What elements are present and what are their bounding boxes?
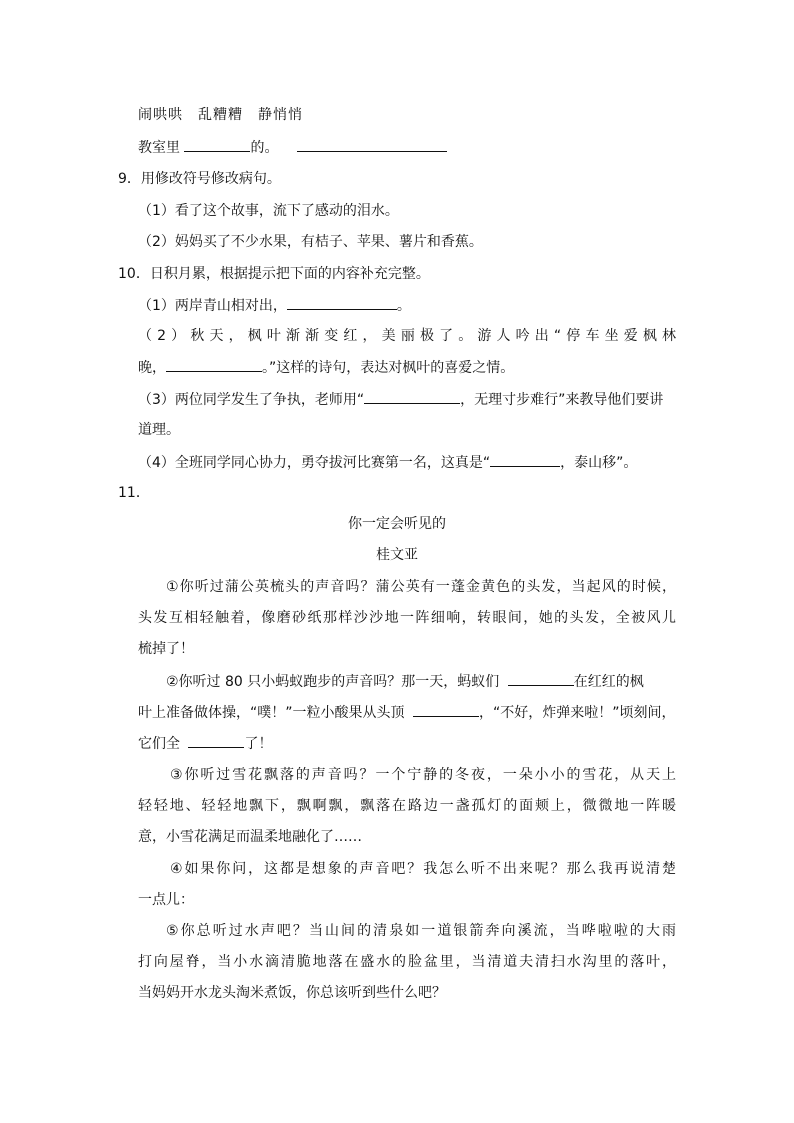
q10-item-4	[138, 452, 637, 473]
q8-text-a: 教室里	[138, 140, 180, 156]
blank-3[interactable]	[287, 295, 397, 310]
para-2-line-2	[138, 702, 675, 723]
blank-1[interactable]	[184, 137, 250, 152]
q9-sentence-1: （1）看了这个故事，流下了感动的泪水。	[138, 203, 399, 219]
q9-sentence-2: （2）妈妈买了不少水果，有桔子、苹果、薯片和香蕉。	[138, 234, 483, 250]
para-3-line-2: 轻轻地、轻轻地飘下，飘啊飘，飘落在路边一盏孤灯的面颊上，微微地一阵暖	[138, 798, 676, 814]
blank-7[interactable]	[508, 671, 574, 686]
q10-4-text-a: （4）全班同学同心协力，勇夺拔河比赛第一名，这真是“	[138, 455, 491, 471]
blank-5[interactable]	[364, 389, 460, 404]
para-4-line-1: ④如果你问，这都是想象的声音吧？我怎么听不出来呢？那么我再说清楚	[170, 861, 676, 877]
article-title: 你一定会听见的	[348, 516, 446, 532]
q10-item-3-line-2: 道理。	[138, 422, 180, 438]
para-1-line-1: ①你听过蒲公英梳头的声音吗？蒲公英有一蓬金黄色的头发，当起风的时候，	[166, 579, 676, 595]
blank-4[interactable]	[166, 357, 262, 372]
para-5-line-3: 当妈妈开水龙头淘米煮饭，你总该听到些什么吧？	[138, 985, 446, 1001]
q10-2-text-a: 晚，	[138, 360, 166, 376]
para-5-line-2: 打向屋脊，当小水滴清脆地落在盛水的脸盆里，当清道夫清扫水沟里的落叶，	[138, 954, 676, 970]
para-2-line-3	[138, 733, 272, 754]
p2-text-d: ，“不好，炸弹来啦！”顷刻间，	[478, 705, 676, 721]
q10-1-text-b: 。	[396, 298, 411, 314]
para-3-line-1: ③你听过雪花飘落的声音吗？一个宁静的冬夜，一朵小小的雪花，从天上	[170, 767, 676, 783]
q9-title: 9．用修改符号修改病句。	[118, 171, 281, 187]
q10-3-text-b: ，无理寸步难行”来教导他们要讲	[460, 392, 664, 408]
q10-4-text-b: ，泰山移”。	[560, 455, 638, 471]
q10-item-2-line-2	[138, 357, 514, 378]
q10-item-3-line-1	[138, 389, 663, 410]
q10-item-1	[138, 295, 411, 316]
q10-2-text-b: 。”这样的诗句，表达对枫叶的喜爱之情。	[262, 360, 515, 376]
article-author: 桂文亚	[376, 547, 418, 563]
para-1-line-2: 头发互相轻触着，像磨砂纸那样沙沙地一阵细响，转眼间，她的头发，全被风儿	[138, 610, 676, 626]
blank-9[interactable]	[188, 733, 244, 748]
q10-1-text-a: （1）两岸青山相对出，	[138, 298, 287, 314]
q11-number: 11．	[118, 485, 150, 501]
q8-fill-line	[138, 137, 447, 158]
q8-text-b: 的。	[250, 140, 279, 156]
q10-item-2-line-1: （2）秋天，枫叶渐渐变红，美丽极了。游人吟出“停车坐爱枫林	[138, 328, 676, 344]
p2-text-f: 了！	[244, 736, 273, 752]
q10-3-text-a: （3）两位同学发生了争执，老师用“	[138, 392, 365, 408]
para-1-line-3: 梳掉了！	[138, 641, 194, 657]
word-choices: 闹哄哄 乱糟糟 静悄悄	[138, 107, 303, 123]
para-3-line-3: 意，小雪花满足而温柔地融化了……	[138, 829, 362, 845]
blank-2[interactable]	[297, 137, 447, 152]
p2-text-b: 在红红的枫	[573, 674, 644, 690]
p2-text-c: 叶上准备做体操，“噗！”一粒小酸果从头顶	[138, 705, 405, 721]
p2-text-e: 它们全	[138, 736, 180, 752]
q10-title: 10．日积月累，根据提示把下面的内容补充完整。	[118, 266, 430, 282]
blank-6[interactable]	[490, 452, 560, 467]
para-4-line-2: 一点儿：	[138, 892, 194, 908]
p2-text-a: ②你听过 80 只小蚂蚁跑步的声音吗？那一天，蚂蚁们	[166, 674, 500, 690]
para-5-line-1: ⑤你总听过水声吧？当山间的清泉如一道银箭奔向溪流，当哗啦啦的大雨	[166, 923, 676, 939]
para-2-line-1	[166, 671, 644, 692]
blank-8[interactable]	[413, 702, 479, 717]
